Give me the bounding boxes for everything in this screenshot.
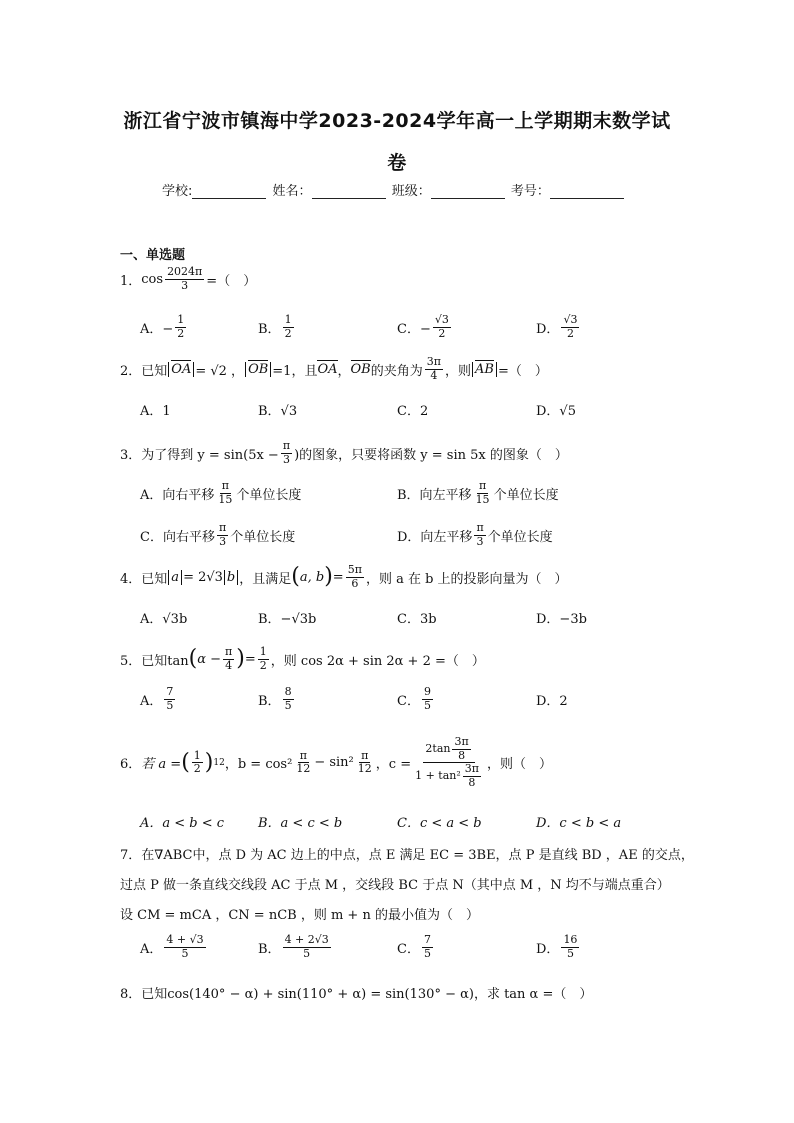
question-7-line1: 7．在∇ABC中，点 D 为 AC 边上的中点，点 E 满足 EC = 3BE，点 P 是直线 BD ，AE 的交点， [120,848,694,863]
question-7-line3: 设 CM = mCA ，CN = nCB ，则 m + n 的最小值为（ ） [120,908,479,923]
name-label: 姓名： [272,184,312,199]
q1-option-c[interactable]: C．− $\frac{√3}{2}$ [397,313,449,340]
section-heading: 一、单选题 [120,248,186,263]
q2-option-c[interactable]: C．2 [397,404,429,419]
exam-title-line1: 浙江省宁波市镇海中学2023-2024学年高一上学期期末数学试 [123,110,671,132]
q4-option-d[interactable]: D．−3b [536,612,587,627]
school-blank[interactable] [192,185,266,199]
q3-option-c[interactable]: C．向右平移 $\frac{\pi}{3}$ 个单位长度 [140,521,296,548]
number-label: 考号： [510,184,550,199]
q1-fraction: $\frac{2024\pi}{3}$ [167,265,203,292]
q3-option-b[interactable]: B．向左平移 $\frac{\pi}{15}$ 个单位长度 [397,479,559,506]
school-label: 学校: [162,184,193,199]
q6-option-c[interactable]: C．c < a < b [397,816,482,831]
class-label: 班级： [391,184,431,199]
q7-option-b[interactable]: B． $\frac{4 + 2√3}{5}$ [258,933,329,960]
q3-option-a[interactable]: A．向右平移 $\frac{\pi}{15}$ 个单位长度 [140,479,302,506]
q4-option-b[interactable]: B．−√3b [258,612,317,627]
q2-option-b[interactable]: B．√3 [258,404,298,419]
exam-title-line2: 卷 [387,152,407,174]
q1-option-a[interactable]: A．− $\frac{1}{2}$ [140,313,185,340]
q4-option-a[interactable]: A．√3b [140,612,188,627]
q5-option-a[interactable]: A． $\frac{7}{5}$ [140,685,174,712]
q1-option-b[interactable]: B． $\frac{1}{2}$ [258,313,292,340]
q1-option-d[interactable]: D． $\frac{√3}{2}$ [536,313,578,340]
q5-option-c[interactable]: C． $\frac{9}{5}$ [397,685,431,712]
question-1: 1． cos $\frac{2024\pi}{3}$ =（ ） [120,265,257,292]
q1-stem: cos [141,271,164,287]
q3-option-d[interactable]: D．向左平移 $\frac{\pi}{3}$ 个单位长度 [397,521,553,548]
q5-option-d[interactable]: D．2 [536,694,568,709]
q2-option-a[interactable]: A．1 [140,404,171,419]
class-blank[interactable] [431,185,505,199]
question-5: 5． 已知tan ( α − $\frac{\pi}{4}$ ) = $\frac{1}{2}$ ，则 cos 2α + sin 2α + 2 =（ ） [120,645,485,672]
student-info-row [162,180,626,199]
number-blank[interactable] [550,185,624,199]
question-7-line2: 过点 P 做一条直线交线段 AC 于点 M ，交线段 BC 于点 N（其中点 M ，N 均不与端点重合） [120,878,670,893]
q7-option-c[interactable]: C． $\frac{7}{5}$ [397,933,431,960]
q6-option-d[interactable]: D．c < b < a [536,816,622,831]
q4-option-c[interactable]: C．3b [397,612,437,627]
question-8: 8．已知cos(140° − α) + sin(110° + α) = sin(130° − α)，求 tan α =（ ） [120,987,593,1002]
question-2: 2． 已知 OA = √2 ， OB =1，且 OA ， OB 的夹角为 $\frac{3\pi}{4}$ ，则 AB =（ ） [120,355,548,382]
q2-option-d[interactable]: D．√5 [536,404,576,419]
q6-c-fraction: 2tan $\frac{3\pi}{8}$ 1 + tan² $\frac{3\pi}{8}$ [415,735,480,789]
q7-option-a[interactable]: A． $\frac{4 + √3}{5}$ [140,933,204,960]
q1-number: 1． [120,273,142,289]
question-4: 4． 已知 a = 2√3 b ，且满足 ( a, b ) = $\frac{5\pi}{6}$ ，则 a 在 b 上的投影向量为（ ） [120,563,568,590]
q5-option-b[interactable]: B． $\frac{8}{5}$ [258,685,292,712]
q6-option-b[interactable]: B．a < c < b [258,816,343,831]
question-3: 3． 为了得到 y = sin(5x − $\frac{\pi}{3}$ )的图象，只要将函数 y = sin 5x 的图象（ ） [120,439,568,466]
q6-option-a[interactable]: A．a < b < c [140,816,225,831]
question-6: 6． 若 a = ( $\frac{1}{2}$ ) 12 ，b = cos² $\frac{\pi}{12}$ − sin² $\frac{\pi}{12}$ ，c = 2tan $\frac{3\pi}{8}$ 1 + tan² $\frac{3\pi}{8}$ ，则（ ） [120,735,553,789]
q7-option-d[interactable]: D． $\frac{16}{5}$ [536,933,578,960]
name-blank[interactable] [312,185,386,199]
